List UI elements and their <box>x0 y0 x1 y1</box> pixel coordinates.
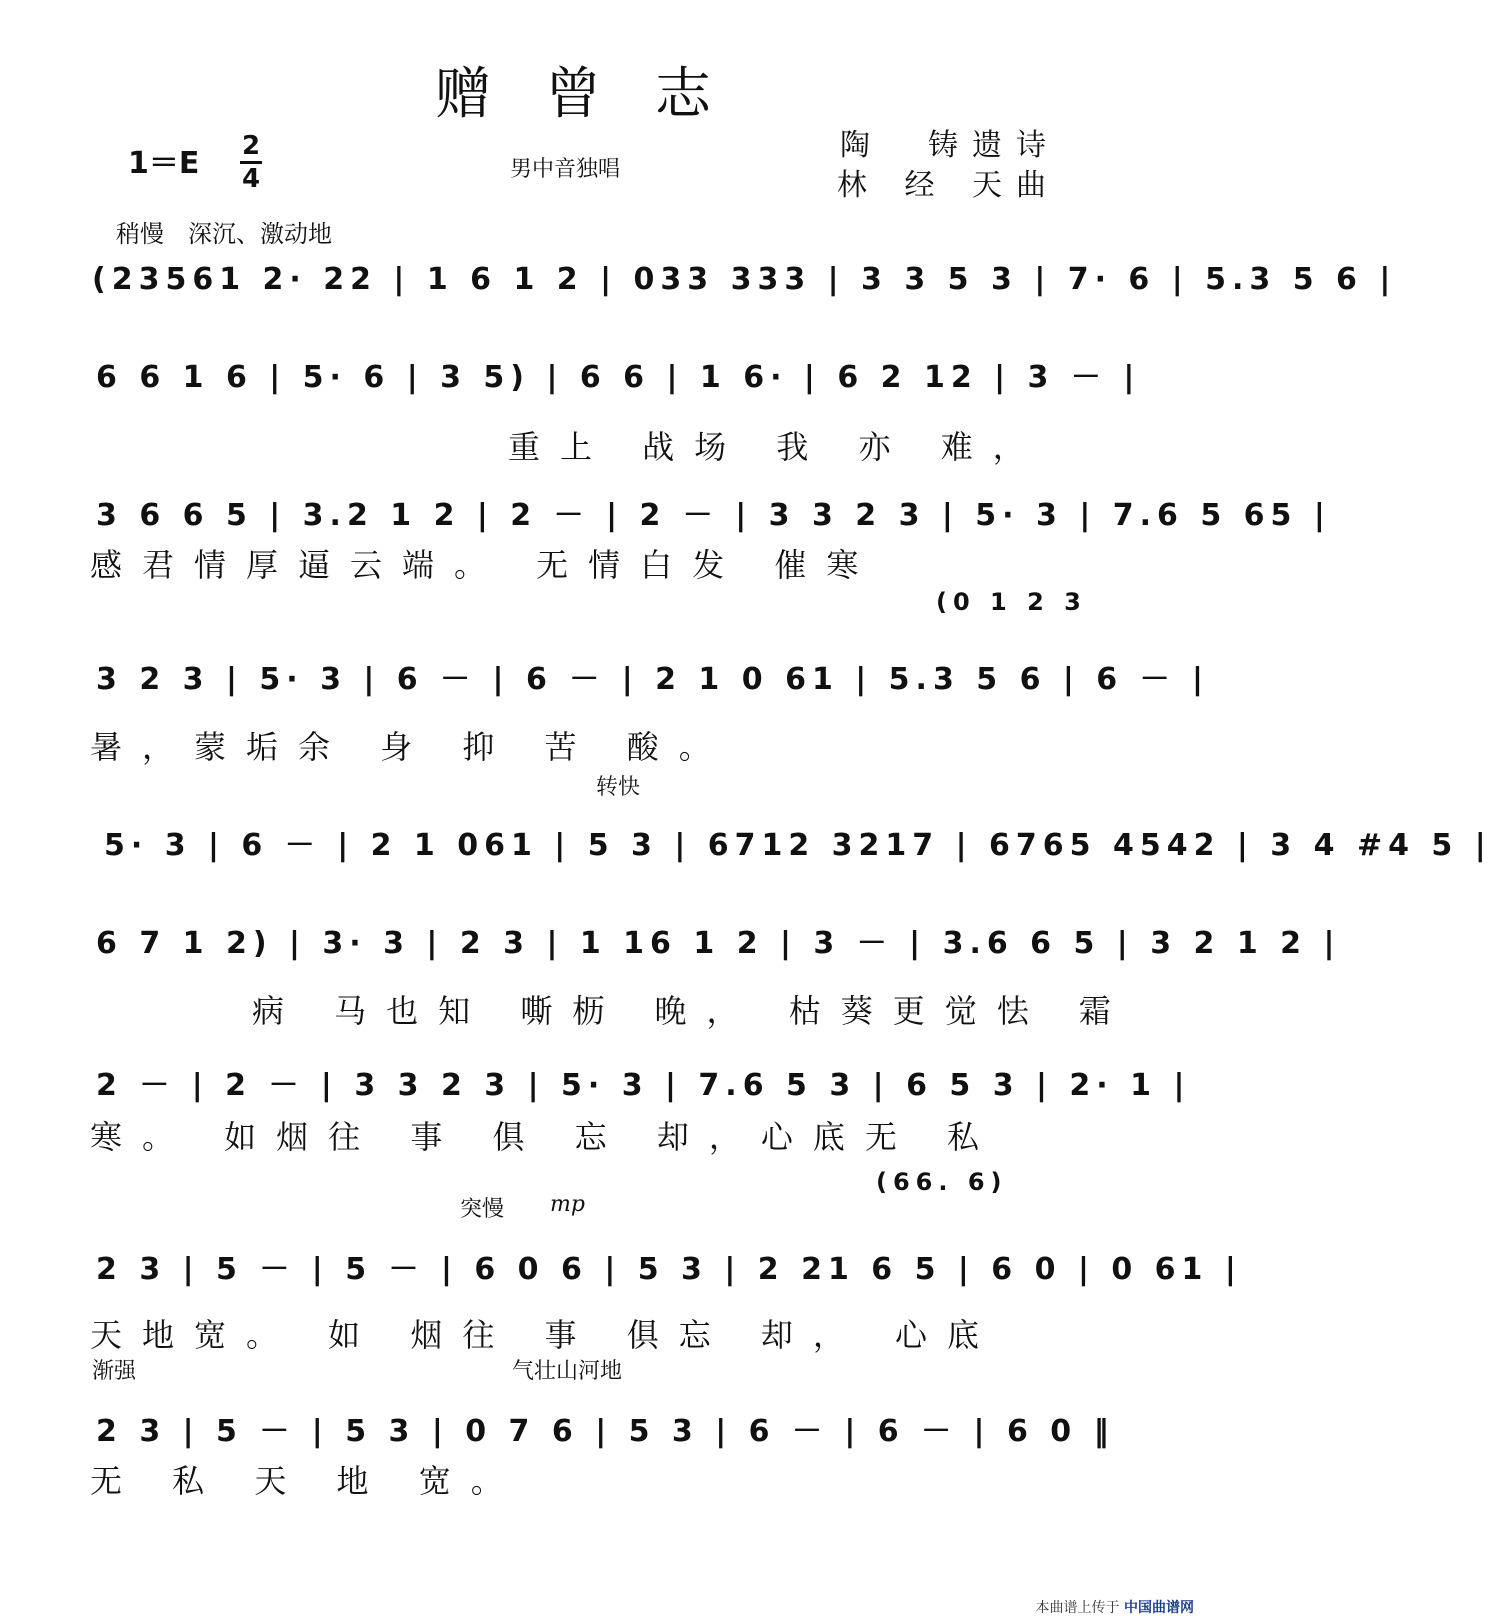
lyricist-credit: 陶 铸遗诗 <box>840 128 1060 163</box>
composer-credit: 林 经 天曲 <box>836 168 1060 203</box>
notation-system-1: (23561 2· 22 | 1 6 1 2 | 033 333 | 3 3 5 3 | 7· 6 | 5.3 5 6 | <box>92 262 1397 297</box>
notation-system-8: 2 3 | 5 － | 5 － | 6 0 6 | 5 3 | 2 21 6 5 | 6 0 | 0 61 | <box>96 1252 1242 1287</box>
bracket-note-1: (0 1 2 3 <box>936 588 1087 616</box>
lyrics-system-9: 无 私 天 地 宽。 <box>90 1462 523 1500</box>
faster-marking: 转快 <box>596 775 641 800</box>
bracket-note-2: (66. 6) <box>876 1168 1008 1196</box>
notation-system-3: 3 6 6 5 | 3.2 1 2 | 2 － | 2 － | 3 3 2 3 | 5· 3 | 7.6 5 65 | <box>96 498 1331 533</box>
lyrics-system-2: 重上 战场 我 亦 难， <box>508 428 1045 466</box>
time-signature <box>240 132 262 193</box>
notation-system-4: 3 2 3 | 5· 3 | 6 － | 6 － | 2 1 0 61 | 5.3 5 6 | 6 － | <box>96 662 1210 697</box>
time-signature-top: 2 <box>241 131 261 161</box>
footer-prefix: 本曲谱上传于 <box>1035 1600 1120 1616</box>
lyrics-system-6: 病 马也知 嘶枥 晚， 枯葵更觉怯 霜 <box>252 992 1131 1030</box>
notation-system-2: 6 6 1 6 | 5· 6 | 3 5) | 6 6 | 1 6· | 6 2 12 | 3 － | <box>96 360 1141 395</box>
majestic-marking: 气壮山河地 <box>512 1359 623 1384</box>
lyrics-system-8: 天地宽。 如 烟往 事 俱忘 却， 心底 <box>90 1316 1000 1354</box>
notation-system-5: 5· 3 | 6 － | 2 1 061 | 5 3 | 6712 3217 | 6765 4542 | 3 4 #4 5 | <box>104 828 1492 863</box>
notation-system-7: 2 － | 2 － | 3 3 2 3 | 5· 3 | 7.6 5 3 | 6 5 3 | 2· 1 | <box>96 1068 1191 1103</box>
lyrics-system-7: 寒。 如烟往 事 俱 忘 却，心底无 私 <box>90 1118 1000 1156</box>
key-signature: 1＝E <box>128 146 200 181</box>
notation-system-6: 6 7 1 2) | 3· 3 | 2 3 | 1 16 1 2 | 3 － | 3.6 6 5 | 3 2 1 2 | <box>96 926 1341 961</box>
crescendo-marking: 渐强 <box>92 1359 137 1384</box>
performance-note: 男中音独唱 <box>510 157 621 182</box>
time-signature-bottom: 4 <box>241 164 261 194</box>
dynamic-mp: mp <box>550 1192 585 1217</box>
notation-system-9: 2 3 | 5 － | 5 3 | 0 7 6 | 5 3 | 6 － | 6 － | 6 0 ‖ <box>96 1414 1115 1449</box>
footer-site-name: 中国曲谱网 <box>1124 1600 1194 1616</box>
suddenly-slow-marking: 突慢 <box>460 1197 505 1222</box>
lyrics-system-4: 暑，蒙垢余 身 抑 苦 酸。 <box>90 728 731 766</box>
lyrics-system-3: 感君情厚逼云端。 无情白发 催寒 <box>90 546 879 584</box>
page-title: 赠曾志 <box>435 62 765 127</box>
footer-upload-note <box>1036 1597 1194 1617</box>
tempo-marking: 稍慢 深沉、激动地 <box>116 220 332 248</box>
